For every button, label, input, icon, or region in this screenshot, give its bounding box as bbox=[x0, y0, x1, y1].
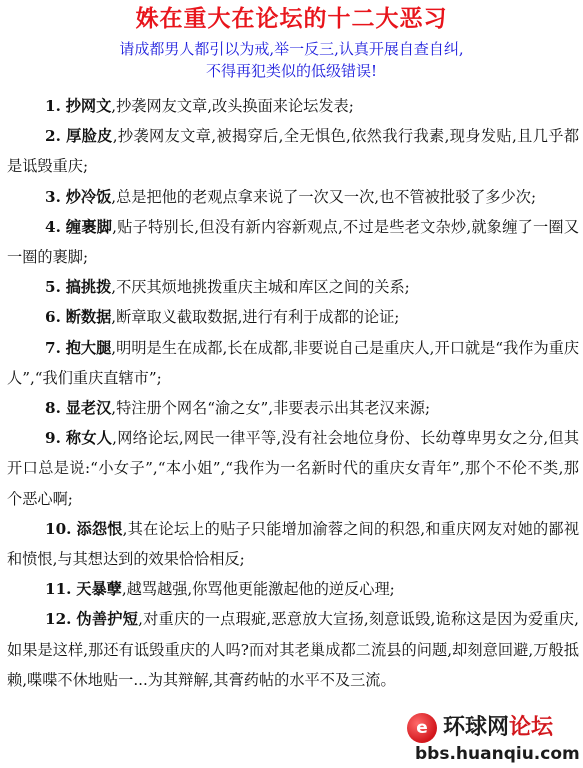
item-number: 6. bbox=[45, 308, 61, 327]
list-item bbox=[7, 121, 579, 181]
watermark-name-main: 环球网 bbox=[443, 715, 510, 740]
subtitle-line-2: 不得再犯类似的低级错误! bbox=[205, 62, 378, 80]
watermark-name-accent: 论坛 bbox=[509, 715, 554, 740]
item-text: ,对重庆的一点瑕疵,恶意放大宣扬,刻意诋毁,诡称这是因为爱重庆,如果是这样,那还有诋毁重庆的人吗?而对其老巢成都二流县的问题,却刻意回避,万般抵赖,喋喋不休地贴一...为其辩解,其膏药帖的水平不及三流。 bbox=[7, 610, 580, 689]
item-term: 天暴孽 bbox=[76, 580, 122, 599]
item-text: ,其在论坛上的贴子只能增加渝蓉之间的积怨,和重庆网友对她的鄙视和愤恨,与其想达到的效果恰恰相反; bbox=[7, 519, 580, 569]
item-term: 伪善护短 bbox=[76, 610, 139, 629]
item-term: 抱大腿 bbox=[65, 338, 112, 357]
list-item bbox=[7, 302, 579, 332]
item-number: 9. bbox=[45, 429, 61, 448]
list-item bbox=[7, 212, 579, 272]
item-text: ,抄袭网友文章,被揭穿后,全无惧色,依然我行我素,现身发贴,且几乎都是诋毁重庆; bbox=[7, 127, 580, 176]
item-number: 11. bbox=[45, 580, 72, 599]
item-term: 炒冷饭 bbox=[65, 187, 112, 206]
list-item bbox=[7, 272, 579, 302]
list-item bbox=[7, 393, 579, 423]
watermark-url: bbs.huanqiu.com bbox=[415, 744, 580, 764]
item-term: 缠裹脚 bbox=[65, 217, 113, 236]
item-number: 1. bbox=[45, 97, 61, 115]
item-number: 8. bbox=[45, 399, 61, 418]
list-item bbox=[7, 182, 579, 212]
subtitle-line-1: 请成都男人都引以为戒,举一反三,认真开展自查自纠, bbox=[119, 40, 464, 58]
list-item bbox=[7, 574, 579, 604]
list-item bbox=[7, 91, 579, 121]
item-term: 添怨恨 bbox=[76, 519, 123, 538]
item-text: ,明明是生在成都,长在成都,非要说自己是重庆人,开口就是“我作为重庆人”,“我们重庆直辖市”; bbox=[7, 338, 580, 387]
item-text: ,不厌其烦地挑拨重庆主城和库区之间的关系; bbox=[111, 278, 410, 297]
item-number: 10. bbox=[45, 519, 72, 538]
list-item bbox=[7, 514, 579, 574]
item-number: 3. bbox=[45, 187, 61, 206]
list-item bbox=[7, 423, 579, 514]
forum-watermark bbox=[403, 710, 579, 768]
item-term: 显老汉 bbox=[65, 399, 112, 418]
globe-logo-icon: e bbox=[407, 713, 437, 743]
list-item bbox=[7, 604, 579, 695]
item-number: 7. bbox=[45, 338, 61, 357]
item-number: 2. bbox=[45, 127, 61, 146]
item-text: ,总是把他的老观点拿来说了一次又一次,也不管被批驳了多少次; bbox=[111, 187, 537, 206]
watermark-site-name bbox=[443, 714, 553, 742]
item-text: ,越骂越强,你骂他更能激起他的逆反心理; bbox=[121, 580, 395, 599]
item-number: 12. bbox=[45, 610, 72, 629]
list-item bbox=[7, 333, 579, 393]
item-term: 搞挑拨 bbox=[65, 278, 112, 297]
item-number: 5. bbox=[45, 278, 61, 297]
item-term: 抄网文 bbox=[65, 97, 112, 115]
item-term: 称女人 bbox=[65, 429, 113, 448]
habit-list bbox=[7, 91, 579, 695]
item-number: 4. bbox=[45, 217, 61, 236]
item-text: ,贴子特别长,但没有新内容新观点,不过是些老文杂炒,就象缠了一圈又一圈的裹脚; bbox=[7, 217, 580, 267]
item-term: 厚脸皮 bbox=[66, 127, 113, 146]
item-text: ,抄袭网友文章,改头换面来论坛发表; bbox=[111, 97, 354, 115]
subtitle bbox=[0, 38, 583, 82]
item-text: ,断章取义截取数据,进行有利于成都的论证; bbox=[111, 308, 400, 327]
item-term: 断数据 bbox=[65, 308, 112, 327]
item-text: ,特注册个网名“渝之女”,非要表示出其老汉来源; bbox=[111, 399, 431, 418]
page-title: 姝在重大在论坛的十二大恶习 bbox=[135, 5, 448, 32]
item-text: ,网络论坛,网民一律平等,没有社会地位身份、长幼尊卑男女之分,但其开口总是说:“小女子”,“本小姐”,“我作为一名新时代的重庆女青年”,那个不伦不类,那个恶心啊; bbox=[7, 429, 580, 508]
